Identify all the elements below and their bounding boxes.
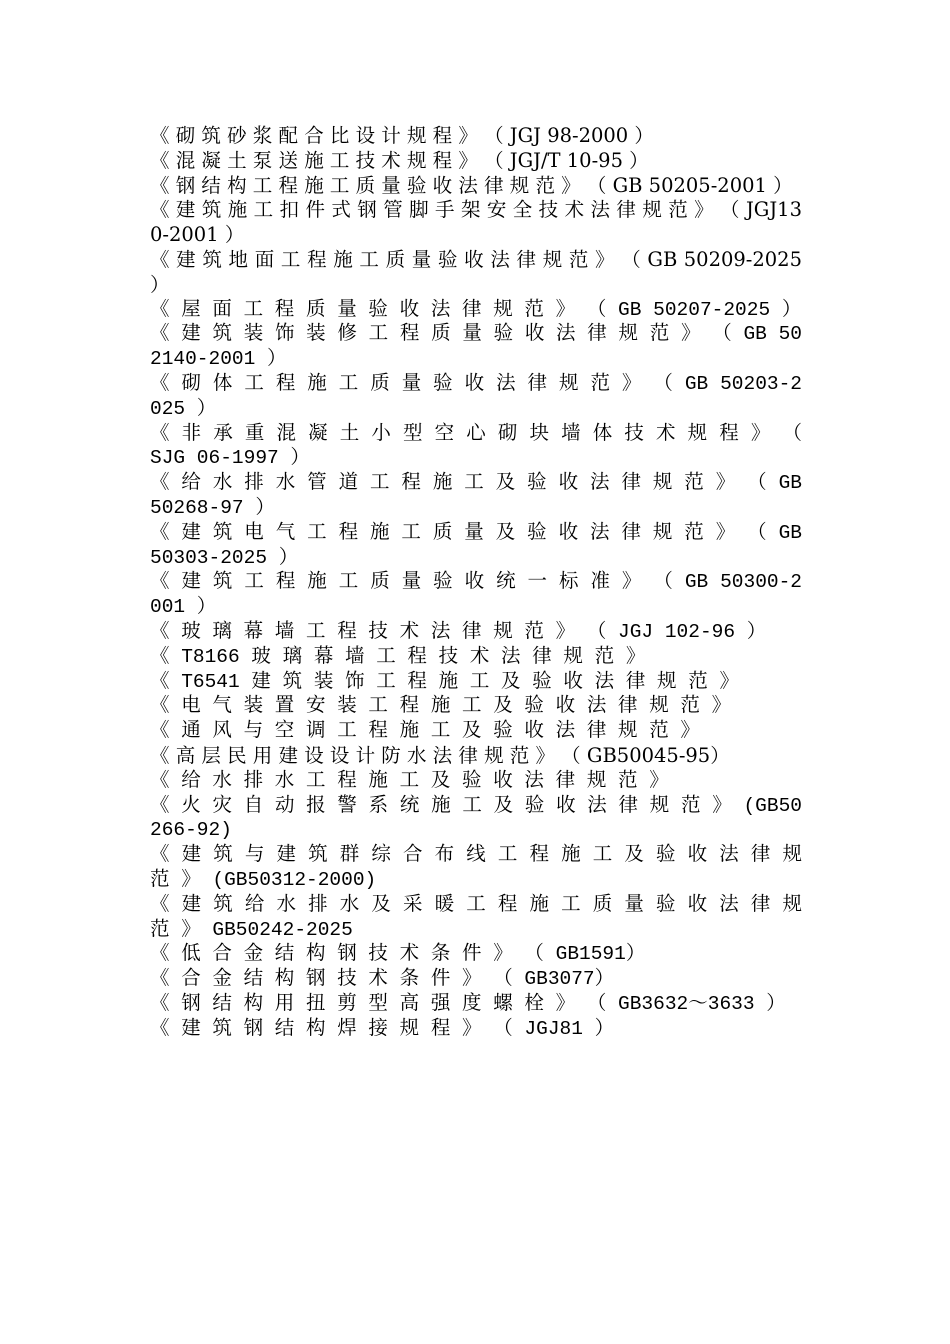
list-item: 《 建 筑 地 面 工 程 施 工 质 量 验 收 法 律 规 范 》 （ GB 50209-2025 ） <box>150 247 802 296</box>
list-item: 《 给 水 排 水 工 程 施 工 及 验 收 法 律 规 范 》 <box>150 769 669 792</box>
list-item: 《 混 凝 土 泵 送 施 工 技 术 规 程 》 （ JGJ/T 10-95 ） <box>150 148 649 172</box>
list-item: 《 钢 结 构 工 程 施 工 质 量 验 收 法 律 规 范 》 （ GB 50205-2001 ） <box>150 173 793 197</box>
list-item: 《 低 合 金 结 构 钢 技 术 条 件 》 （ GB1591） <box>150 943 646 966</box>
list-item: 《 砌 体 工 程 施 工 质 量 验 收 法 律 规 范 》 （ GB 50203-2025 ） <box>150 372 802 420</box>
standards-list <box>150 124 802 1041</box>
list-item: 《 玻 璃 幕 墙 工 程 技 术 法 律 规 范 》 （ JGJ 102-96 ） <box>150 620 767 643</box>
list-item: 《 通 风 与 空 调 工 程 施 工 及 验 收 法 律 规 范 》 <box>150 720 700 743</box>
list-item: 《 高 层 民 用 建 设 设 计 防 水 法 律 规 范 》 （ GB50045-95） <box>150 743 730 767</box>
list-item: 《 T8166 玻 璃 幕 墙 工 程 技 术 法 律 规 范 》 <box>150 645 646 668</box>
list-item: 《 建 筑 电 气 工 程 施 工 质 量 及 验 收 法 律 规 范 》 （ GB 50303-2025 ） <box>150 521 802 569</box>
list-item: 《 建 筑 工 程 施 工 质 量 验 收 统 一 标 准 》 （ GB 50300-2001 ） <box>150 571 802 619</box>
list-item: 《 电 气 装 置 安 装 工 程 施 工 及 验 收 法 律 规 范 》 <box>150 695 732 718</box>
list-item: 《 砌 筑 砂 浆 配 合 比 设 计 规 程 》 （ JGJ 98-2000 ） <box>150 124 654 147</box>
list-item: 《 建 筑 施 工 扣 件 式 钢 管 脚 手 架 安 全 技 术 法 律 规 范 》 （ JGJ130-2001 ） <box>150 198 802 247</box>
list-item: 《 给 水 排 水 管 道 工 程 施 工 及 验 收 法 律 规 范 》 （ GB 50268-97 ） <box>150 472 802 519</box>
list-item: 《 屋 面 工 程 质 量 验 收 法 律 规 范 》 （ GB 50207-2025 ） <box>150 298 802 321</box>
list-item: 《 建 筑 装 饰 装 修 工 程 质 量 验 收 法 律 规 范 》 （ GB 502140-2001 ） <box>150 323 802 371</box>
list-item: 《 建 筑 与 建 筑 群 综 合 布 线 工 程 施 工 及 验 收 法 律 规 范 》 (GB50312-2000) <box>150 844 802 891</box>
list-item: 《 T6541 建 筑 装 饰 工 程 施 工 及 验 收 法 律 规 范 》 <box>150 670 739 693</box>
list-item: 《 建 筑 给 水 排 水 及 采 暖 工 程 施 工 质 量 验 收 法 律 规 范 》 GB50242-2025 <box>150 893 802 941</box>
list-item: 《 建 筑 钢 结 构 焊 接 规 程 》 （ JGJ81 ） <box>150 1017 615 1040</box>
list-item: 《 钢 结 构 用 扭 剪 型 高 强 度 螺 栓 》 （ GB3632～3633 ） <box>150 992 786 1015</box>
list-item: 《 非 承 重 混 凝 土 小 型 空 心 砌 块 墙 体 技 术 规 程 》 （ SJG 06-1997 ） <box>150 422 802 470</box>
list-item: 《 火 灾 自 动 报 警 系 统 施 工 及 验 收 法 律 规 范 》 (GB50266-92) <box>150 794 802 842</box>
list-item: 《 合 金 结 构 钢 技 术 条 件 》 （ GB3077） <box>150 968 615 991</box>
